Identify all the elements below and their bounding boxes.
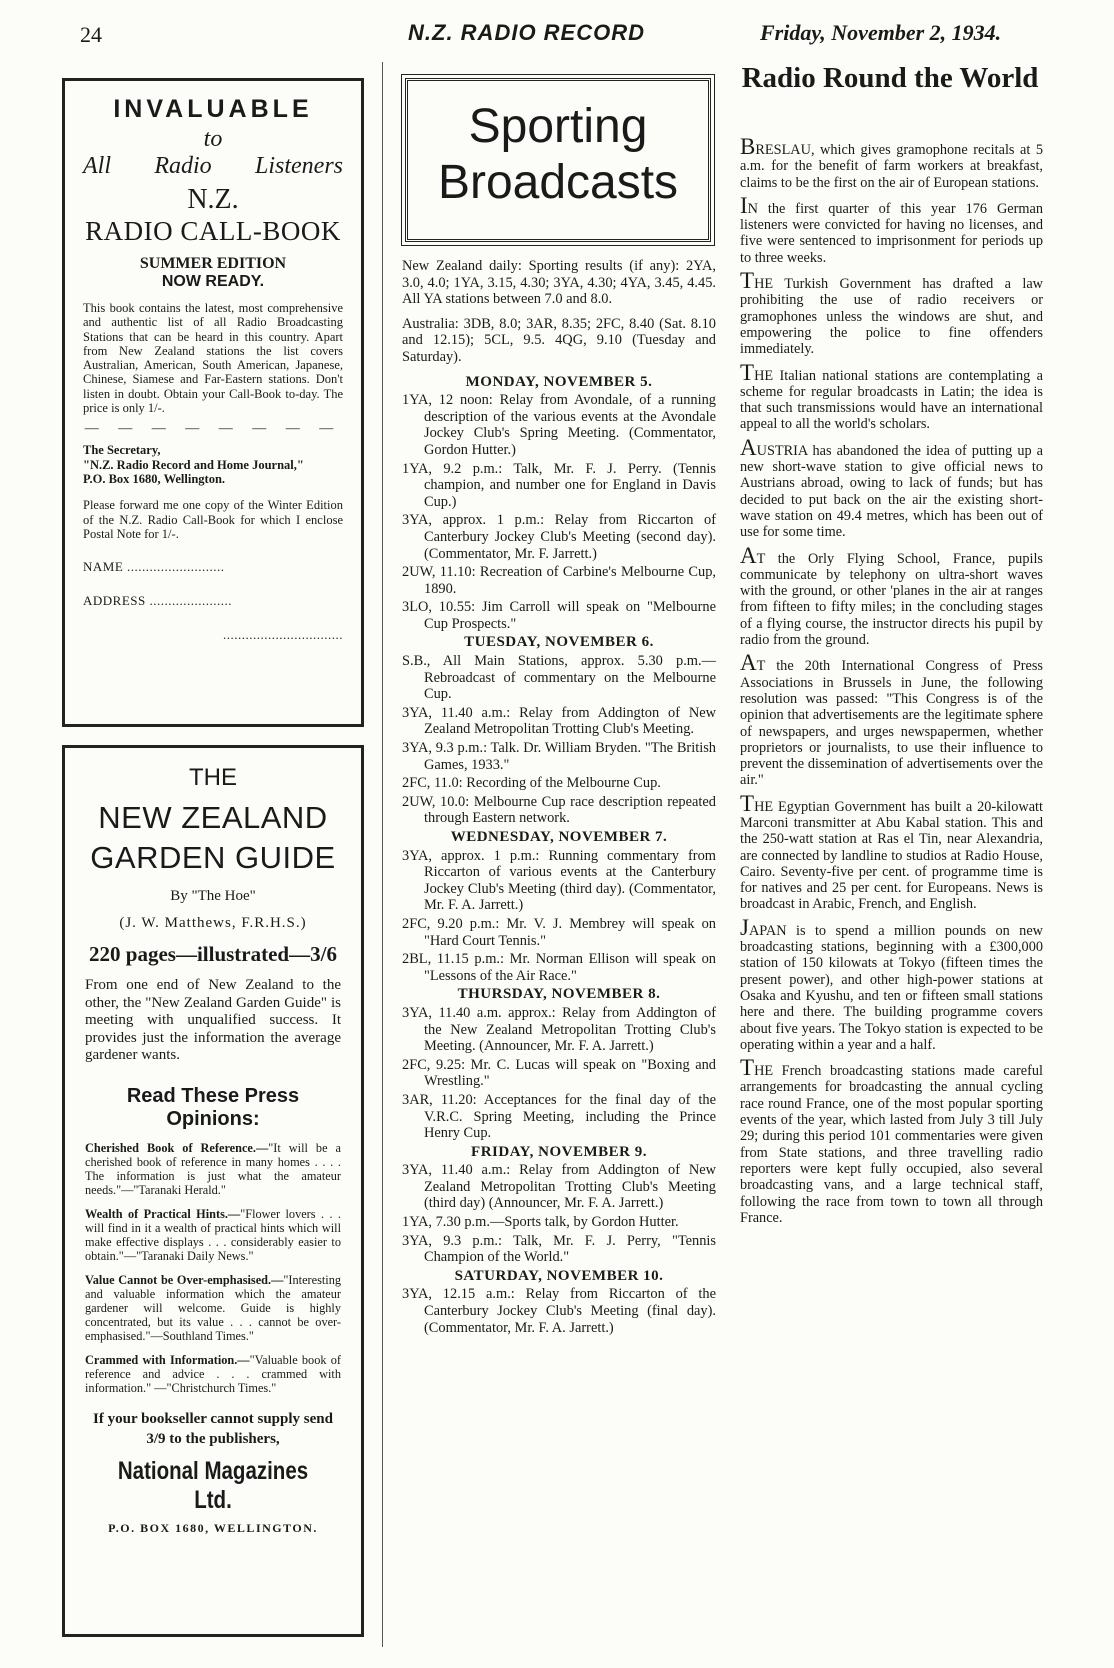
news-item	[740, 914, 1043, 1053]
ad-address-2: "N.Z. Radio Record and Home Journal,"	[83, 457, 304, 472]
day-heading: MONDAY, NOVEMBER 5.	[465, 373, 653, 390]
guide-the: THE	[189, 764, 237, 791]
press-heading: Read These Press Opinions:	[126, 1084, 300, 1130]
schedule-entry: 2UW, 10.0: Melbourne Cup race description repeated through Eastern network.	[402, 793, 716, 827]
intro-nz: New Zealand daily: Sporting results (if any): 2YA, 3.0, 4.0; 1YA, 3.15, 4.30; 3YA, 4.30; 4YA, 3.45, 4.45. All YA stations between 7.0 and 8.0.	[402, 258, 716, 308]
opinion-title: Cherished Book of Reference.—	[85, 1140, 269, 1155]
drop-cap: T	[740, 359, 755, 385]
schedule-entry: S.B., All Main Stations, approx. 5.30 p.m.—Rebroadcast of commentary on the Melbourne Cup.	[402, 653, 716, 703]
sporting-title-1: Sporting	[468, 100, 648, 153]
schedule-entry: 3YA, 11.40 a.m.: Relay from Addington of New Zealand Metropolitan Trotting Club's Meeting.	[402, 704, 716, 738]
ad-ready: NOW READY.	[161, 273, 265, 290]
guide-pages: 220 pages—illustrated—3/6	[89, 942, 337, 966]
day-heading: SATURDAY, NOVEMBER 10.	[454, 1267, 664, 1284]
day-heading: FRIDAY, NOVEMBER 9.	[471, 1143, 647, 1160]
drop-cap: T	[740, 1055, 755, 1081]
schedule-entry: 1YA, 7.30 p.m.—Sports talk, by Gordon Hutter.	[402, 1214, 679, 1231]
schedule-entry: 1YA, 9.2 p.m.: Talk, Mr. F. J. Perry. (Tennis champion, and number one for England in Davis Cup.)	[402, 460, 716, 510]
schedule-entry: 2UW, 11.10: Recreation of Carbine's Melbourne Cup, 1890.	[402, 564, 716, 597]
news-text: HE Turkish Government has drafted a law prohibiting the use of radio receivers or gramophones unless the windows are shut, and empowering the police to fine offenders immediately.	[740, 276, 1043, 358]
news-text: RESLAU, which gives gramophone recitals at 5 a.m. for the benefit of farm workers at breakfast, claims to be the first on the air of European stations.	[740, 142, 1043, 191]
schedule-entry: 3YA, 9.3 p.m.: Talk. Dr. William Bryden. "The British Games, 1933."	[402, 740, 716, 773]
drop-cap: T	[740, 268, 755, 294]
sporting-title-2: Broadcasts	[437, 156, 679, 209]
ad-address-field: ADDRESS ......................	[83, 593, 232, 609]
news-item	[740, 434, 1043, 541]
ad-name-field: NAME ..........................	[83, 559, 225, 575]
schedule-entry: 3YA, approx. 1 p.m.: Relay from Riccarton of Canterbury Jockey Club's Meeting (second day). (Commentator, Mr. F. Jarrett.)	[402, 512, 716, 562]
news-item	[740, 134, 1043, 191]
opinion-text: "Flower lovers . . . will find in it a wealth of practical hints which will make effective displays . . . considerably easier to obtain."—"Taranaki Daily News."	[85, 1206, 341, 1263]
schedule-entry: 2BL, 11.15 p.m.: Mr. Norman Ellison will speak on "Lessons of the Air Race."	[402, 951, 716, 984]
schedule-entry: 3YA, 11.40 a.m. approx.: Relay from Addington of the New Zealand Metropolitan Trotting Club's Meeting. (Announcer, Mr. F. A. Jarrett.)	[402, 1004, 716, 1055]
article-body	[740, 134, 1043, 1234]
opinion-text: "It will be a cherished book of reference in many homes . . . . The information is just what the amateur needs."—"Taranaki Herald."	[85, 1140, 341, 1197]
guide-title-1: NEW ZEALAND	[98, 800, 328, 835]
day-heading: TUESDAY, NOVEMBER 6.	[464, 634, 654, 651]
day-heading: WEDNESDAY, NOVEMBER 7.	[450, 829, 668, 845]
opinion-text: "Interesting and valuable information which the amateur gardener will welcome. Guide is highly concentrated, but its value . . . cannot be over-emphasised."—Southland Times."	[85, 1272, 341, 1343]
press-opinion	[85, 1141, 341, 1197]
ad-address-3: P.O. Box 1680, Wellington.	[83, 471, 226, 486]
ad-nz: N.Z.	[187, 184, 239, 215]
ad-audience-radio: Radio	[154, 153, 212, 179]
press-opinion	[85, 1353, 341, 1395]
ad-order-text: Please forward me one copy of the Winter Edition of the N.Z. Radio Call-Book for which I enclose Postal Note for 1/-.	[83, 498, 343, 541]
day-heading: THURSDAY, NOVEMBER 8.	[457, 986, 661, 1003]
drop-cap: A	[740, 650, 757, 676]
schedule-entry: 2FC, 9.20 p.m.: Mr. V. J. Membrey will speak on "Hard Court Tennis."	[402, 915, 716, 949]
ad-address-1: The Secretary,	[83, 443, 161, 458]
drop-cap: A	[740, 434, 757, 460]
news-text: HE Egyptian Government has built a 20-kilowatt Marconi transmitter at Abu Kabal station. This and the 250-watt station at Ras el Tin, near Alexandria, are connected by landline to studios at Radio House, Cairo. Seventy-five per cent. of programme time is for natives and 25 per cent. for Europeans. News is broadcast in Arabic, French, and English.	[740, 798, 1043, 913]
drop-cap: B	[740, 134, 756, 159]
article-title: Radio Round the World	[741, 62, 1039, 94]
guide-title-2: GARDEN GUIDE	[90, 840, 336, 875]
ad-title: RADIO CALL-BOOK	[85, 216, 341, 246]
bookseller-note: If your bookseller cannot supply send 3/9 to the publishers,	[93, 1410, 333, 1447]
news-text: USTRIA has abandoned the idea of putting up a new short-wave station to give official news to Austrians abroad, owing to lack of funds; but has decided to put back on the air the existing short-wave station on 49.4 metres, which has been out of use for some time.	[740, 442, 1043, 541]
masthead: N.Z. RADIO RECORD	[408, 20, 645, 45]
guide-author: (J. W. Matthews, F.R.H.S.)	[119, 915, 307, 931]
schedule-entry: 2FC, 9.25: Mr. C. Lucas will speak on "Boxing and Wrestling."	[402, 1056, 716, 1090]
news-item	[740, 1055, 1043, 1226]
guide-byline: By "The Hoe"	[170, 888, 256, 904]
news-item	[740, 268, 1043, 358]
page-number: 24	[80, 22, 102, 47]
page-header	[0, 16, 1114, 50]
ad-divider: — — — — — — — —	[84, 421, 342, 437]
news-text: T the Orly Flying School, France, pupils communicate by telephony on ultra-short waves with the ground, or other 'planes in the air at ranges from fifteen to fifty miles; in the concluding stages of a flying course, the instructor directs his pupil by radio from the ground.	[740, 550, 1043, 649]
news-item	[740, 542, 1043, 649]
opinion-text: "Valuable book of reference and advice . . . crammed with information." —"Christchurch Times."	[85, 1352, 341, 1395]
drop-cap: I	[740, 192, 748, 218]
schedule-entry: 3LO, 10.55: Jim Carroll will speak on "Melbourne Cup Prospects."	[402, 599, 716, 632]
ad-audience-listeners: Listeners	[254, 153, 343, 179]
opinion-title: Crammed with Information.—	[85, 1352, 250, 1367]
guide-blurb: From one end of New Zealand to the other, the "New Zealand Garden Guide" is meeting with unqualified success. It provides just the information the average gardener wants.	[85, 977, 341, 1063]
schedule-entry: 2FC, 11.0: Recording of the Melbourne Cup.	[402, 775, 661, 792]
issue-date: Friday, November 2, 1934.	[760, 20, 1002, 45]
news-item	[740, 192, 1043, 266]
news-text: HE French broadcasting stations made careful arrangements for broadcasting the annual cycling race round France, one of the most popular sporting events of the year, which lasted from July 3 till July 29; during this period 101 commentaries were given from State stations, and three travelling radio reporters were kept fully occupied, also several broadcasting vans, and a large technical staff, following the race from town to town all through France.	[740, 1063, 1043, 1226]
sporting-title-box	[405, 78, 711, 242]
ad-to: to	[203, 126, 223, 152]
press-opinion	[85, 1273, 341, 1343]
drop-cap: J	[740, 914, 749, 940]
schedule-entry: 3YA, 12.15 a.m.: Relay from Riccarton of the Canterbury Jockey Club's Meeting (final day). (Commentator, Mr. F. A. Jarrett.)	[402, 1286, 716, 1336]
drop-cap: T	[740, 790, 755, 816]
day-list	[402, 374, 716, 1337]
ad-audience-all: All	[83, 153, 111, 179]
ad-description: This book contains the latest, most comprehensive and authentic list of all Radio Broadcasting Stations that can be heard in this country. Apart from New Zealand stations the list covers Australian, American, South American, Japanese, Chinese, Siamese and Far-Eastern stations. Don't listen in doubt. Obtain your Call-Book to-day. The price is only 1/-.	[83, 301, 343, 416]
callbook-advertisement	[62, 78, 364, 727]
garden-guide-advertisement	[62, 745, 364, 1637]
news-item	[740, 359, 1043, 433]
intro-australia: Australia: 3DB, 8.0; 3AR, 8.35; 2FC, 8.40 (Sat. 8.10 and 12.15); 5CL, 9.5. 4QG, 9.10 (Tuesday and Saturday).	[402, 315, 716, 365]
schedule-entry: 3YA, 9.3 p.m.: Talk, Mr. F. J. Perry, "Tennis Champion of the World."	[402, 1232, 716, 1266]
press-opinion	[85, 1207, 341, 1263]
news-item	[740, 790, 1043, 913]
schedule-entry: 3YA, approx. 1 p.m.: Running commentary from Riccarton of various events at the Canterbury Jockey Club's Meeting (third day). (Commentator, Mr. F. A. Jarrett.)	[402, 847, 716, 914]
publisher-name: National Magazines Ltd.	[117, 1456, 309, 1514]
ad-edition: SUMMER EDITION	[139, 255, 287, 272]
schedule-entry: 1YA, 12 noon: Relay from Avondale, of a running description of the various events at the Avondale Jockey Club's Spring Meeting. (Commentator, Gordon Hutter.)	[402, 392, 716, 458]
schedule-entry: 3AR, 11.20: Acceptances for the final day of the V.R.C. Spring Meeting, including the Prince Henry Cup.	[402, 1091, 716, 1142]
ad-address-line: ................................	[223, 627, 343, 643]
sporting-schedule	[402, 258, 716, 1338]
opinion-title: Wealth of Practical Hints.—	[85, 1206, 241, 1221]
publisher-address: P.O. BOX 1680, WELLINGTON.	[108, 1520, 318, 1535]
news-item	[740, 650, 1043, 789]
news-text: APAN is to spend a million pounds on new broadcasting stations, beginning with a £300,000 station of 150 kilowats at Tokyo (fifteen times the present power), and other high-power stations at Osaka and Kyushu, and ten or fifteen small stations here and there. The building programme covers about five years. The Tokyo station is expected to be operating within a year and a half.	[740, 922, 1043, 1053]
ad-audience	[83, 153, 343, 180]
schedule-entry: 3YA, 11.40 a.m.: Relay from Addington of New Zealand Metropolitan Trotting Club's Meeting (third day) (Announcer, Mr. F. A. Jarrett.)	[402, 1162, 716, 1212]
news-text: T the 20th International Congress of Press Associations in Brussels in June, the following resolution was passed: "This Congress is of the opinion that advertisements are the legitimate sphere of newspapers, and urges newspapermen, whether proprietors or journalists, to use their influence to prevent the dissemination of advertisements over the air."	[740, 658, 1043, 789]
opinion-title: Value Cannot be Over-emphasised.—	[85, 1272, 284, 1287]
news-text: HE Italian national stations are contemplating a scheme for regular broadcasts in Latin; the idea is that such transmissions would have an international appeal to all the world's scholars.	[740, 367, 1043, 433]
drop-cap: A	[740, 542, 757, 568]
ad-headline: INVALUABLE	[113, 95, 313, 123]
column-rule	[382, 62, 383, 1647]
news-text: N the first quarter of this year 176 German listeners were convicted for having no licenses, and five were sentenced to imprisonment for periods up to three weeks.	[740, 200, 1043, 266]
